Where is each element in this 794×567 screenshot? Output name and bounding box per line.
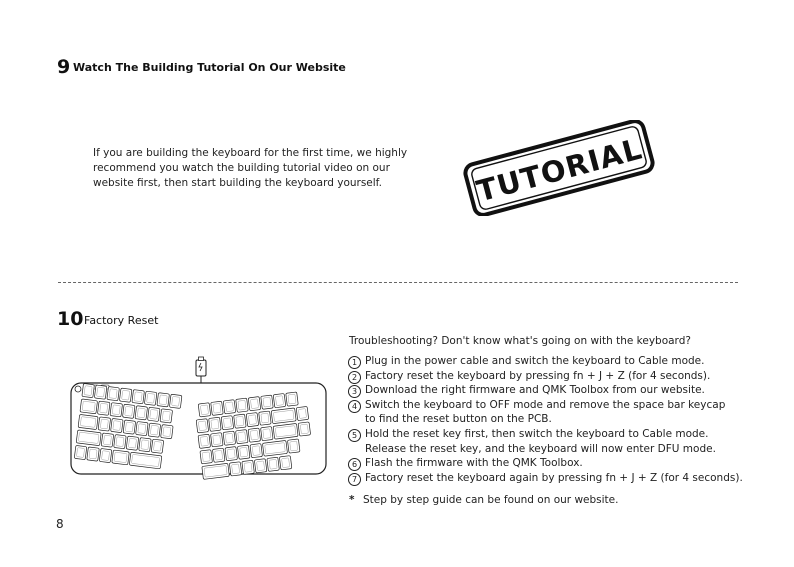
step-number: 4 bbox=[348, 400, 361, 413]
list-item bbox=[348, 354, 768, 369]
key-cap bbox=[136, 421, 149, 435]
section-9-paragraph bbox=[93, 146, 423, 191]
key-cap bbox=[99, 448, 112, 462]
tutorial-stamp bbox=[455, 120, 663, 216]
key-cap bbox=[211, 401, 224, 415]
note bbox=[349, 494, 618, 506]
key-cap bbox=[259, 411, 272, 425]
key-cap bbox=[94, 385, 107, 399]
key-cap bbox=[212, 448, 225, 462]
section-divider bbox=[58, 282, 738, 283]
key-cap bbox=[123, 404, 136, 418]
step-text: Plug in the power cable and switch the keyboard to Cable mode. bbox=[365, 355, 705, 367]
key-cap bbox=[97, 401, 110, 415]
key-cap bbox=[254, 459, 267, 473]
step-text: Switch the keyboard to OFF mode and remove the space bar keycap bbox=[365, 398, 726, 411]
key-cap bbox=[242, 460, 255, 474]
key-cap bbox=[144, 391, 157, 405]
key-cap bbox=[223, 431, 236, 445]
step-text: Download the right firmware and QMK Toolbox from our website. bbox=[365, 384, 705, 397]
section-10-number: 10 bbox=[57, 308, 84, 330]
step-text: Release the reset key, and the keyboard will now enter DFU mode. bbox=[365, 442, 716, 455]
key-cap bbox=[200, 450, 213, 464]
key-cap bbox=[126, 436, 139, 450]
list-item bbox=[348, 383, 768, 398]
key-cap bbox=[211, 433, 224, 447]
key-cap bbox=[139, 438, 152, 452]
step-number: 7 bbox=[348, 473, 361, 486]
step-text: Factory reset the keyboard by pressing fn + J + Z (for 4 seconds). bbox=[365, 369, 711, 382]
list-item bbox=[348, 471, 768, 486]
key-cap bbox=[123, 420, 136, 434]
key-cap bbox=[111, 418, 124, 432]
key-cap bbox=[78, 414, 98, 429]
key-cap bbox=[161, 425, 174, 439]
key-cap bbox=[248, 428, 261, 442]
step-number: 2 bbox=[348, 371, 361, 384]
key-cap bbox=[148, 423, 161, 437]
step-text: Hold the reset key first, then switch the keyboard to Cable mode. bbox=[365, 427, 709, 440]
list-item bbox=[348, 427, 768, 456]
paragraph-line: If you are building the keyboard for the first time, we highly bbox=[93, 147, 408, 159]
step-number: 6 bbox=[348, 458, 361, 471]
troubleshoot-text: Troubleshooting? Don't know what's going on with the keyboard? bbox=[349, 335, 691, 347]
key-cap bbox=[236, 398, 249, 412]
key-cap bbox=[229, 462, 242, 476]
note-symbol: * bbox=[349, 494, 355, 506]
key-cap bbox=[119, 388, 132, 402]
key-cap bbox=[209, 417, 222, 431]
key-cap bbox=[234, 414, 247, 428]
step-text: Factory reset the keyboard again by pressing fn + J + Z (for 4 seconds). bbox=[365, 471, 743, 484]
key-cap bbox=[110, 403, 123, 417]
key-cap bbox=[267, 457, 280, 471]
page-number: 8 bbox=[56, 517, 64, 531]
list-item bbox=[348, 456, 768, 471]
key-cap bbox=[82, 383, 95, 397]
step-text: Flash the firmware with the QMK Toolbox. bbox=[365, 457, 583, 470]
key-cap bbox=[286, 392, 299, 406]
step-number: 1 bbox=[348, 356, 361, 369]
key-cap bbox=[298, 422, 311, 436]
key-cap bbox=[221, 416, 234, 430]
step-text: to find the reset button on the PCB. bbox=[365, 413, 552, 426]
usb-cable-icon bbox=[196, 357, 206, 383]
note-text: Step by step guide can be found on our website. bbox=[363, 494, 619, 506]
key-cap bbox=[157, 393, 170, 407]
key-cap bbox=[296, 406, 309, 420]
key-cap bbox=[74, 445, 87, 459]
key-cap bbox=[225, 447, 238, 461]
reset-steps-list bbox=[348, 354, 768, 485]
key-cap bbox=[279, 456, 292, 470]
key-cap bbox=[132, 390, 145, 404]
paragraph-line: website first, then start building the keyboard yourself. bbox=[93, 177, 382, 189]
key-cap bbox=[261, 395, 274, 409]
key-cap bbox=[196, 419, 209, 433]
list-item bbox=[348, 398, 768, 427]
keyboard-illustration bbox=[66, 356, 331, 488]
section-9-number: 9 bbox=[57, 56, 71, 78]
stamp-text: TUTORIAL bbox=[473, 131, 646, 209]
key-cap bbox=[98, 417, 111, 431]
key-cap bbox=[114, 435, 127, 449]
key-cap bbox=[151, 439, 164, 453]
key-cap bbox=[287, 439, 300, 453]
key-cap bbox=[107, 387, 120, 401]
key-cap bbox=[148, 407, 161, 421]
section-9-title: Watch The Building Tutorial On Our Website bbox=[73, 61, 346, 74]
section-10-title: Factory Reset bbox=[84, 314, 159, 327]
key-cap bbox=[236, 430, 249, 444]
key-cap bbox=[198, 403, 211, 417]
key-cap bbox=[273, 394, 286, 408]
key-cap bbox=[198, 434, 211, 448]
key-cap bbox=[87, 447, 100, 461]
step-number: 5 bbox=[348, 429, 361, 442]
list-item bbox=[348, 369, 768, 384]
key-cap bbox=[223, 400, 236, 414]
key-cap bbox=[237, 445, 250, 459]
key-cap bbox=[261, 426, 274, 440]
key-cap bbox=[101, 433, 114, 447]
key-cap bbox=[169, 394, 182, 408]
key-cap bbox=[246, 413, 259, 427]
step-number: 3 bbox=[348, 385, 361, 398]
key-cap bbox=[250, 444, 263, 458]
key-cap bbox=[248, 397, 261, 411]
key-cap bbox=[160, 409, 173, 423]
key-cap bbox=[135, 406, 148, 420]
paragraph-line: recommend you watch the building tutorial video on our bbox=[93, 162, 390, 174]
